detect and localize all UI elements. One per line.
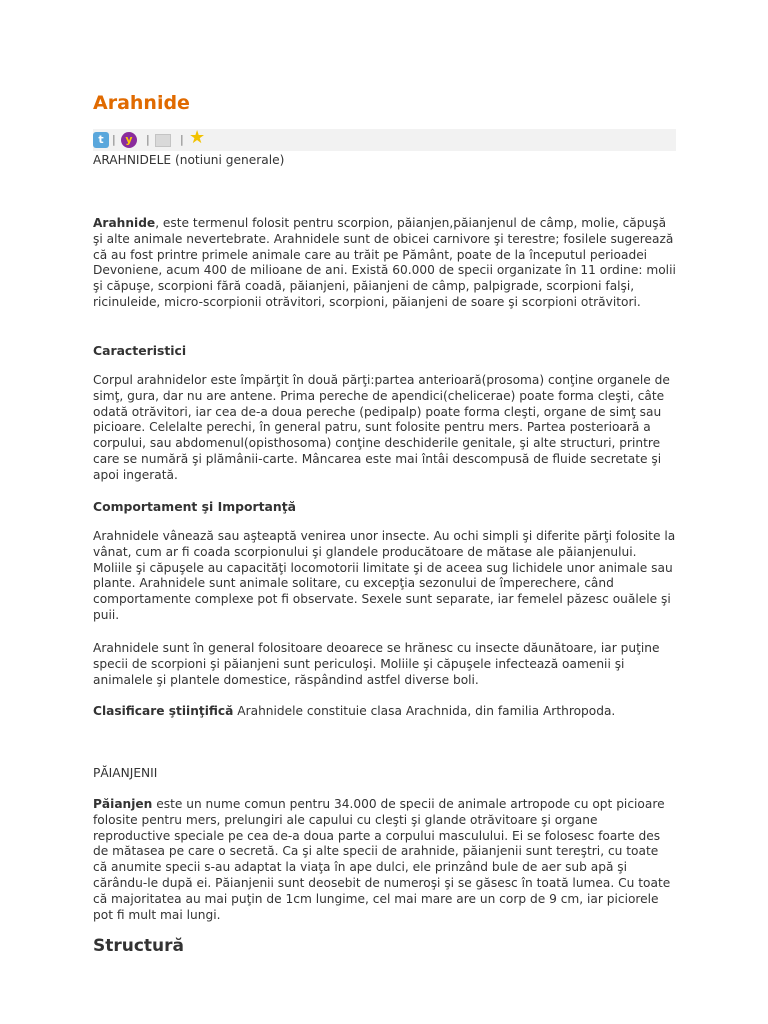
heading-comportament: Comportament şi Importanţă [93,499,297,514]
separator: | [180,133,184,146]
twitter-icon[interactable]: t [93,132,109,148]
mail-icon[interactable] [155,134,171,147]
intro-bold: Arahnide [93,216,156,230]
comportament-paragraph-1: Arahnidele vânează sau aşteaptă venirea unor insecte. Au ochi simpli şi diferite părţi folosite la vânat, cum ar fi coada scorpionului şi glandele producătoare de mătase ale păianjenului. Moliile şi căpuşele au capacităţi locomotorii limitate şi de aceea sug lichidele unor animale sau plante. Arahnidele sunt animale solitare, cu excepţia sezonului de împerechere, când comportamente complexe pot fi observate. Sexele sunt separate, iar femelel păzesc ouălele şi puii. [93,529,676,622]
intro-paragraph [93,216,676,311]
favorite-star-icon[interactable]: ★ [189,127,206,148]
separator: | [146,133,150,146]
clasificare-paragraph [93,704,676,720]
caracteristici-paragraph: Corpul arahnidelor este împărţit în două părţi:partea anterioară(prosoma) conţine organele de simţ, gura, dar nu are antene. Prima pereche de apendici(chelicerae) poate forma cleşti, câte odată otrăvitori, iar cea de-a doua pereche (pedipalp) poate forma cleşti, organe de simţ sau picioare. Celelalte perechi, în general patru, sunt folosite pentru mers. Partea posterioară a corpului, sau abdomenul(opisthosoma) conţine deschiderile genitale, şi alte structuri, printre care se numără şi plămânii-carte. Mâncarea este mai întâi descompusă de fluide secretate şi apoi ingerată. [93,373,670,482]
intro-text: , este termenul folosit pentru scorpion, păianjen,păianjenul de câmp, molie, căpuşă şi alte animale nevertebrate. Arahnidele sunt de obicei carnivore şi terestre; fosilele sugerează că au fost printre primele animale care au trăit pe Pământ, poate de la începutul perioadei Devoniene, acum 400 de milioane de ani. Există 60.000 de specii organizate în 11 ordine: molii şi căpuşe, scorpioni fără coadă, păianjeni, păianjeni de câmp, palpigrade, scorpioni falşi, ricinuleide, micro-scorpionii otrăvitori, scorpioni, păianjeni de soare şi scorpioni otrăvitori. [93,216,676,309]
heading-caracteristici: Caracteristici [93,343,187,358]
share-toolbar [93,129,676,151]
separator: | [112,133,116,146]
yahoo-icon[interactable]: y [121,132,137,148]
clasificare-text: Arahnidele constituie clasa Arachnida, din familia Arthropoda. [233,704,616,718]
paianjen-bold: Păianjen [93,797,153,811]
heading-paianjenii: PĂIANJENII [93,766,158,780]
subtitle: ARAHNIDELE (notiuni generale) [93,153,285,167]
paianjenii-paragraph [93,797,676,923]
clasificare-bold: Clasificare ştiinţifică [93,704,234,718]
page-title: Arahnide [93,92,190,114]
paianjenii-text: este un nume comun pentru 34.000 de specii de animale artropode cu opt picioare folosite pentru mers, prelungiri ale capului cu cleşti şi glande otrăvitoare şi organe reproductive speciale pe cea de-a doua parte a corpului masculului. Ei se folosesc foarte des de mătasea pe care o secretă. Ca şi alte specii de arahnide, păianjenii sunt tereştri, cu toate că anumite specii s-au adaptat la viaţa în ape dulci, ele prinzând bule de aer sub apă şi cărându-le după ei. Păianjenii sunt deosebit de numeroşi şi se găsesc în toată lumea. Cu toate că majoritatea au mai puţin de 1cm lungime, cel mai mare are un corp de 9 cm, iar piciorele pot fi mult mai lungi. [93,797,671,922]
comportament-paragraph-2: Arahnidele sunt în general folositoare deoarece se hrănesc cu insecte dăunătoare, iar puţine specii de scorpioni şi păianjeni sunt periculoşi. Moliile şi căpuşele infectează oamenii şi animalele şi plantele domestice, răspândind astfel diverse boli. [93,641,660,687]
heading-structura: Structură [93,936,185,956]
